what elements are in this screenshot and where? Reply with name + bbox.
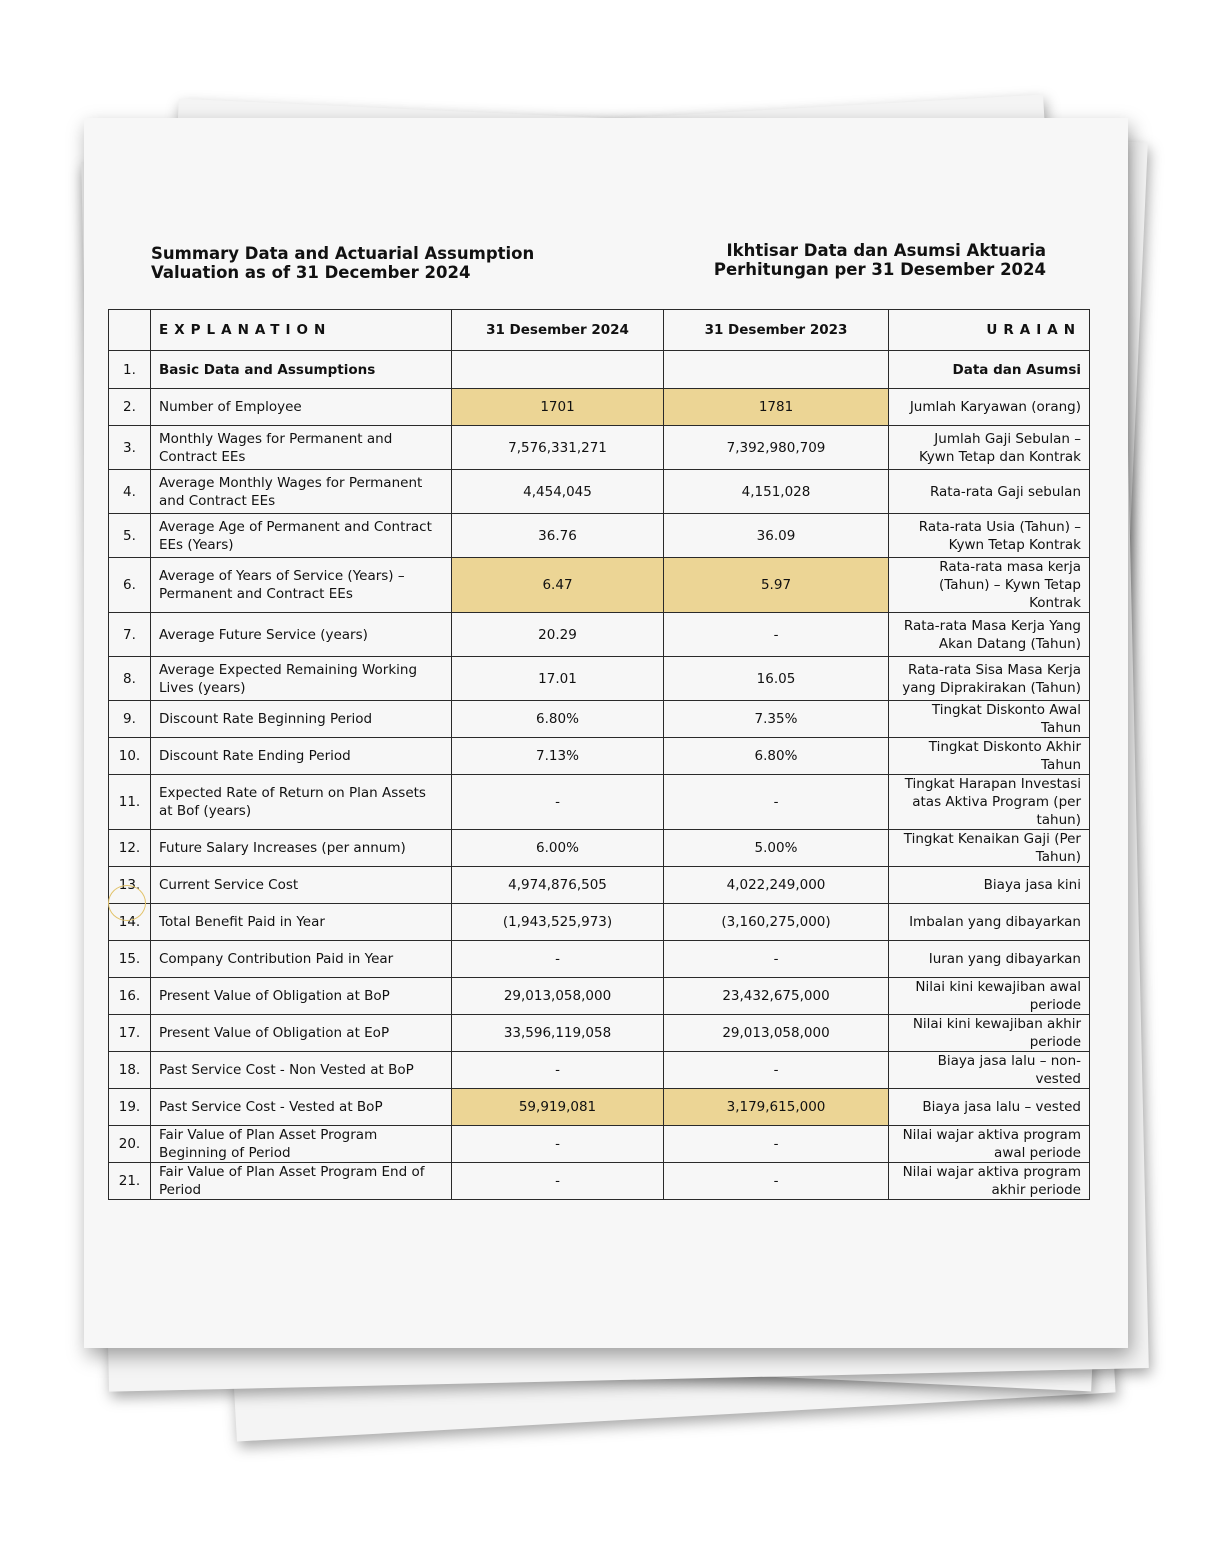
table-row [109, 389, 1090, 426]
table-row [109, 613, 1090, 657]
header-explanation: EXPLANATION [151, 310, 452, 351]
row-number: 16. [109, 978, 151, 1015]
row-uraian: Iuran yang dibayarkan [889, 941, 1090, 978]
row-explanation: Total Benefit Paid in Year [151, 904, 452, 941]
row-number: 8. [109, 657, 151, 701]
row-explanation: Fair Value of Plan Asset Program End of Period [151, 1163, 452, 1200]
row-explanation: Monthly Wages for Permanent and Contract EEs [151, 426, 452, 470]
value-2024 [452, 351, 664, 389]
value-2023: - [664, 775, 889, 830]
row-number: 11. [109, 775, 151, 830]
title-english-line1: Summary Data and Actuarial Assumption [151, 244, 535, 263]
table-row [109, 1163, 1090, 1200]
value-2023-highlighted: 1781 [664, 389, 889, 426]
row-explanation: Present Value of Obligation at BoP [151, 978, 452, 1015]
value-2024: - [452, 941, 664, 978]
row-number: 19. [109, 1089, 151, 1126]
table-row [109, 558, 1090, 613]
title-english-line2: Valuation as of 31 December 2024 [151, 263, 471, 282]
value-2023: 4,151,028 [664, 470, 889, 514]
table-row [109, 1015, 1090, 1052]
value-2024: 4,974,876,505 [452, 867, 664, 904]
value-2023: 36.09 [664, 514, 889, 558]
row-uraian: Nilai kini kewajiban awal periode [889, 978, 1090, 1015]
value-2023 [664, 351, 889, 389]
row-number: 9. [109, 701, 151, 738]
row-explanation: Discount Rate Beginning Period [151, 701, 452, 738]
summary-table [108, 309, 1090, 1200]
value-2024: 20.29 [452, 613, 664, 657]
row-number: 13. [109, 867, 151, 904]
row-number: 12. [109, 830, 151, 867]
row-explanation: Basic Data and Assumptions [151, 351, 452, 389]
row-number: 2. [109, 389, 151, 426]
row-explanation: Expected Rate of Return on Plan Assets at Bof (years) [151, 775, 452, 830]
value-2023: 7.35% [664, 701, 889, 738]
value-2023: - [664, 1126, 889, 1163]
value-2023: (3,160,275,000) [664, 904, 889, 941]
value-2024: 7.13% [452, 738, 664, 775]
row-uraian: Tingkat Diskonto Akhir Tahun [889, 738, 1090, 775]
value-2024: 7,576,331,271 [452, 426, 664, 470]
value-2024: - [452, 1052, 664, 1089]
row-number: 15. [109, 941, 151, 978]
row-explanation: Average Expected Remaining Working Lives (years) [151, 657, 452, 701]
table-row [109, 904, 1090, 941]
value-2023: 4,022,249,000 [664, 867, 889, 904]
row-uraian: Biaya jasa kini [889, 867, 1090, 904]
row-uraian: Rata-rata Gaji sebulan [889, 470, 1090, 514]
row-number: 3. [109, 426, 151, 470]
row-uraian: Nilai wajar aktiva program akhir periode [889, 1163, 1090, 1200]
value-2024: 6.80% [452, 701, 664, 738]
row-number: 4. [109, 470, 151, 514]
row-uraian: Nilai wajar aktiva program awal periode [889, 1126, 1090, 1163]
row-explanation: Average Monthly Wages for Permanent and Contract EEs [151, 470, 452, 514]
row-explanation: Average of Years of Service (Years) – Permanent and Contract EEs [151, 558, 452, 613]
value-2023-highlighted: 5.97 [664, 558, 889, 613]
table-row [109, 1126, 1090, 1163]
row-uraian: Rata-rata Usia (Tahun) – Kywn Tetap Kontrak [889, 514, 1090, 558]
row-number: 10. [109, 738, 151, 775]
value-2024: 36.76 [452, 514, 664, 558]
value-2024: - [452, 1163, 664, 1200]
row-uraian: Jumlah Karyawan (orang) [889, 389, 1090, 426]
value-2023: - [664, 1163, 889, 1200]
row-explanation: Discount Rate Ending Period [151, 738, 452, 775]
row-uraian: Tingkat Diskonto Awal Tahun [889, 701, 1090, 738]
row-uraian: Tingkat Harapan Investasi atas Aktiva Program (per tahun) [889, 775, 1090, 830]
value-2023: 23,432,675,000 [664, 978, 889, 1015]
row-uraian: Biaya jasa lalu – non-vested [889, 1052, 1090, 1089]
row-number: 5. [109, 514, 151, 558]
value-2024-highlighted: 59,919,081 [452, 1089, 664, 1126]
row-uraian: Nilai kini kewajiban akhir periode [889, 1015, 1090, 1052]
table-row [109, 470, 1090, 514]
header-2023: 31 Desember 2023 [664, 310, 889, 351]
title-indonesian-line2: Perhitungan per 31 Desember 2024 [713, 260, 1046, 279]
table-row [109, 701, 1090, 738]
table-row [109, 775, 1090, 830]
value-2024: 29,013,058,000 [452, 978, 664, 1015]
table-row [109, 1089, 1090, 1126]
table-row [109, 830, 1090, 867]
table-row [109, 426, 1090, 470]
row-explanation: Average Age of Permanent and Contract EEs (Years) [151, 514, 452, 558]
value-2023: - [664, 941, 889, 978]
table-header-row [109, 310, 1090, 351]
row-explanation: Average Future Service (years) [151, 613, 452, 657]
row-explanation: Future Salary Increases (per annum) [151, 830, 452, 867]
title-indonesian [714, 241, 1046, 279]
value-2024: 33,596,119,058 [452, 1015, 664, 1052]
row-uraian: Rata-rata Sisa Masa Kerja yang Diprakirakan (Tahun) [889, 657, 1090, 701]
row-explanation: Past Service Cost - Non Vested at BoP [151, 1052, 452, 1089]
highlight-circle-mark [108, 885, 146, 921]
row-number: 7. [109, 613, 151, 657]
value-2023: 29,013,058,000 [664, 1015, 889, 1052]
value-2024: - [452, 775, 664, 830]
table-row [109, 657, 1090, 701]
row-uraian: Rata-rata masa kerja (Tahun) – Kywn Tetap Kontrak [889, 558, 1090, 613]
value-2024-highlighted: 1701 [452, 389, 664, 426]
row-number: 17. [109, 1015, 151, 1052]
row-uraian: Biaya jasa lalu – vested [889, 1089, 1090, 1126]
table-row [109, 1052, 1090, 1089]
value-2023: 5.00% [664, 830, 889, 867]
row-number: 21. [109, 1163, 151, 1200]
row-explanation: Fair Value of Plan Asset Program Beginning of Period [151, 1126, 452, 1163]
table-row [109, 867, 1090, 904]
value-2023: - [664, 613, 889, 657]
row-number: 14. [109, 904, 151, 941]
row-number: 1. [109, 351, 151, 389]
header-uraian: URAIAN [889, 310, 1090, 351]
value-2024-highlighted: 6.47 [452, 558, 664, 613]
row-uraian: Data dan Asumsi [889, 351, 1090, 389]
row-explanation: Past Service Cost - Vested at BoP [151, 1089, 452, 1126]
table-row [109, 738, 1090, 775]
row-explanation: Company Contribution Paid in Year [151, 941, 452, 978]
value-2024: 4,454,045 [452, 470, 664, 514]
value-2023: 7,392,980,709 [664, 426, 889, 470]
value-2023: 6.80% [664, 738, 889, 775]
row-number: 20. [109, 1126, 151, 1163]
row-number: 18. [109, 1052, 151, 1089]
row-uraian: Imbalan yang dibayarkan [889, 904, 1090, 941]
row-explanation: Number of Employee [151, 389, 452, 426]
value-2024: 17.01 [452, 657, 664, 701]
table-row [109, 941, 1090, 978]
value-2023: - [664, 1052, 889, 1089]
row-explanation: Present Value of Obligation at EoP [151, 1015, 452, 1052]
value-2023: 16.05 [664, 657, 889, 701]
value-2024: (1,943,525,973) [452, 904, 664, 941]
table-row [109, 514, 1090, 558]
value-2024: - [452, 1126, 664, 1163]
value-2024: 6.00% [452, 830, 664, 867]
header-2024: 31 Desember 2024 [452, 310, 664, 351]
title-indonesian-line1: Ikhtisar Data dan Asumsi Aktuaria [726, 241, 1046, 260]
table-row [109, 351, 1090, 389]
value-2023-highlighted: 3,179,615,000 [664, 1089, 889, 1126]
row-uraian: Tingkat Kenaikan Gaji (Per Tahun) [889, 830, 1090, 867]
row-uraian: Rata-rata Masa Kerja Yang Akan Datang (Tahun) [889, 613, 1090, 657]
title-english [151, 244, 534, 282]
row-uraian: Jumlah Gaji Sebulan – Kywn Tetap dan Kontrak [889, 426, 1090, 470]
table-row [109, 978, 1090, 1015]
row-number: 6. [109, 558, 151, 613]
header-number [109, 310, 151, 351]
row-explanation: Current Service Cost [151, 867, 452, 904]
